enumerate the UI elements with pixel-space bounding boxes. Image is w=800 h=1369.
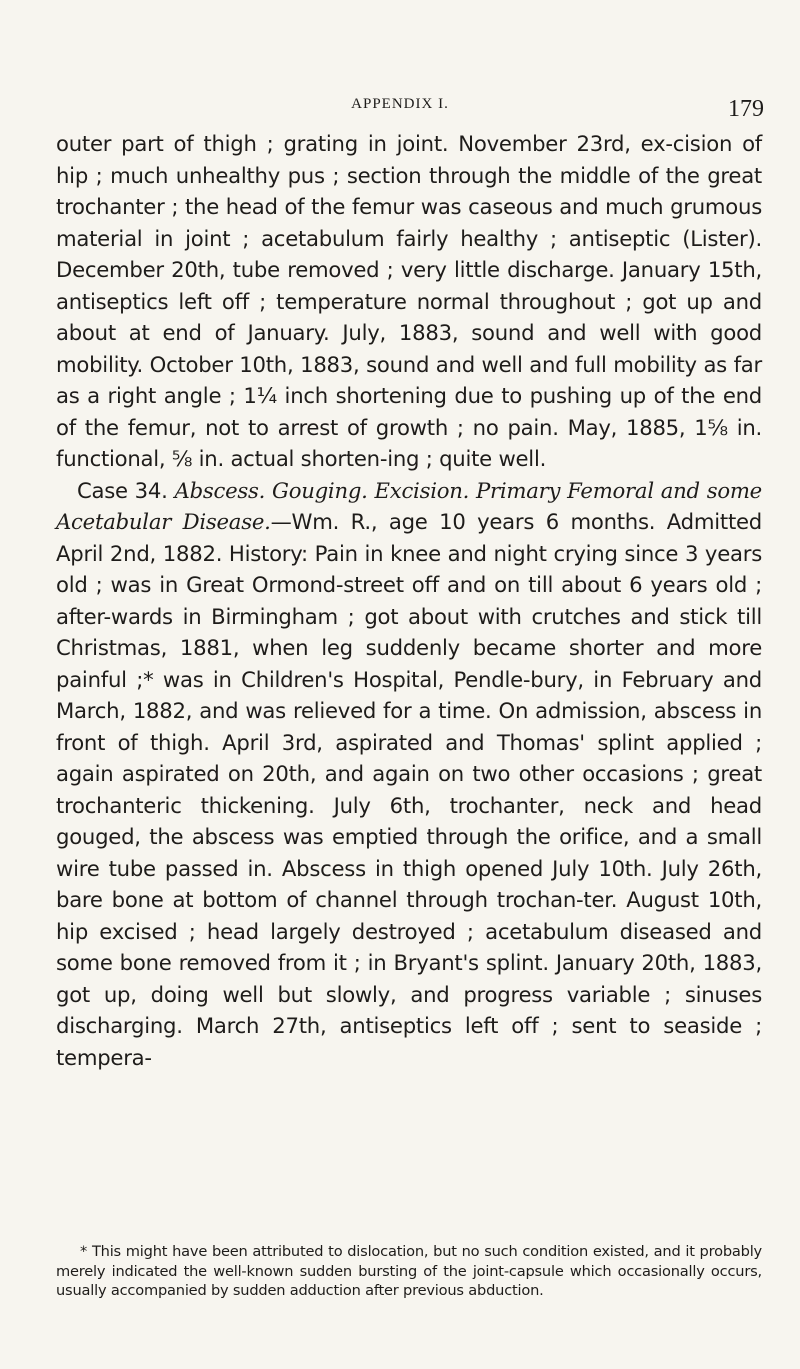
paragraph-continuation: outer part of thigh ; grating in joint. November 23rd, ex-cision of hip ; much unhealthy pus ; section through the middle of the great trochanter ; the head of the femur was caseous and much grumous material in joint ; acetabulum fairly healthy ; antiseptic (Lister). December 20th, tube removed ; very little discharge. January 15th, antiseptics left off ; temperature normal throughout ; got up and about at end of January. July, 1883, sound and well with good mobility. October 10th, 1883, sound and well and full mobility as far as a right angle ; 1¼ inch shortening due to pushing up of the end of the femur, not to arrest of growth ; no pain. May, 1885, 1⅝ in. functional, ⅝ in. actual shorten-ing ; quite well. [56, 131, 762, 471]
footnote [56, 1242, 762, 1301]
running-title: APPENDIX I. [351, 96, 449, 112]
paragraph-case-34 [56, 475, 762, 1074]
case-body: —Wm. R., age 10 years 6 months. Admitted April 2nd, 1882. History: Pain in knee and night crying since 3 years old ; was in Great Ormond-street off and on till about 6 years old ; after-wards in Birmingham ; got about with crutches and stick till Christmas, 1881, when leg suddenly became shorter and more painful ;* was in Children's Hospital, Pendle-bury, in February and March, 1882, and was relieved for a time. On admission, abscess in front of thigh. April 3rd, aspirated and Thomas' splint applied ; again aspirated on 20th, and again on two other occasions ; great trochanteric thickening. July 6th, trochanter, neck and head gouged, the abscess was emptied through the orifice, and a small wire tube passed in. Abscess in thigh opened July 10th. July 26th, bare bone at bottom of channel through trochan-ter. August 10th, hip excised ; head largely destroyed ; acetabulum diseased and some bone removed from it ; in Bryant's splint. January 20th, 1883, got up, doing well but slowly, and progress variable ; sinuses discharging. March 27th, antiseptics left off ; sent to seaside ; tempera- [56, 509, 762, 1070]
case-indent [56, 478, 77, 503]
running-head [0, 0, 800, 122]
page-number: 179 [728, 96, 764, 122]
case-title: Abscess. Gouging. Excision. Primary Femoral and some Acetabular Disease. [56, 477, 762, 534]
footnote-marker: * [80, 1243, 88, 1260]
footnote-text: This might have been attributed to dislocation, but no such condition existed, and it probably merely indicated the well-known sudden bursting of the joint-capsule which occasionally occurs, usually accompanied by sudden adduction after previous abduction. [56, 1243, 762, 1299]
case-label: Case 34. [76, 477, 168, 503]
body-text [56, 128, 762, 1073]
